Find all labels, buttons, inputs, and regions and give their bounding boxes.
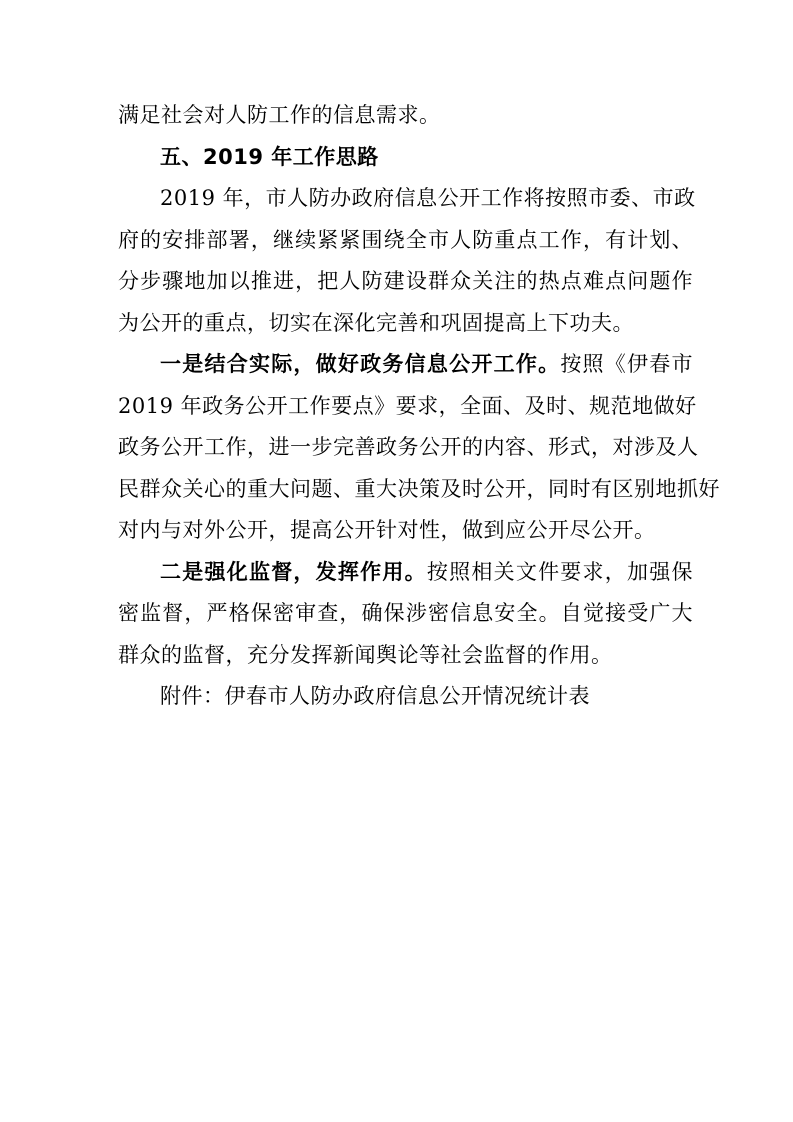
paragraph-line: 对内与对外公开，提高公开针对性，做到应公开尽公开。 — [118, 518, 656, 542]
paragraph-line: 府的安排部署，继续紧紧围绕全市人防重点工作，有计划、 — [118, 227, 693, 252]
paragraph-line: 2019 年政务公开工作要点》要求，全面、及时、规范地做好 — [118, 393, 697, 418]
paragraph-continuation: 满足社会对人防工作的信息需求。 — [118, 103, 441, 127]
point-one-text: 按照《伊春市 — [560, 352, 694, 376]
paragraph-line: 密监督，严格保密审查，确保涉密信息安全。自觉接受广大 — [118, 601, 693, 625]
paragraph-point-one — [118, 344, 720, 552]
paragraph-line: 分步骤地加以推进，把人防建设群众关注的热点难点问题作 — [118, 269, 693, 293]
paragraph-point-two — [118, 552, 693, 677]
paragraph-line: 为公开的重点，切实在深化完善和巩固提高上下功夫。 — [118, 310, 634, 335]
paragraph-line: 2019 年，市人防办政府信息公开工作将按照市委、市政 — [160, 186, 696, 210]
section-heading: 五、2019 年工作思路 — [160, 144, 379, 169]
document-body — [118, 95, 720, 718]
paragraph-line — [118, 344, 693, 386]
paragraph-line — [118, 552, 693, 594]
attachment-note: 附件：伊春市人防办政府信息公开情况统计表 — [160, 684, 590, 708]
paragraph-line: 政务公开工作，进一步完善政务公开的内容、形式，对涉及人 — [118, 435, 699, 459]
paragraph-line: 民群众关心的重大问题、重大决策及时公开，同时有区别地抓好 — [118, 476, 720, 501]
paragraph-2019-plan — [118, 178, 696, 344]
point-two-lead: 二是强化监督，发挥作用。 — [160, 559, 427, 584]
paragraph-line: 群众的监督，充分发挥新闻舆论等社会监督的作用。 — [118, 642, 613, 667]
point-one-lead: 一是结合实际，做好政务信息公开工作。 — [160, 352, 561, 376]
point-two-text: 按照相关文件要求，加强保 — [426, 559, 694, 584]
